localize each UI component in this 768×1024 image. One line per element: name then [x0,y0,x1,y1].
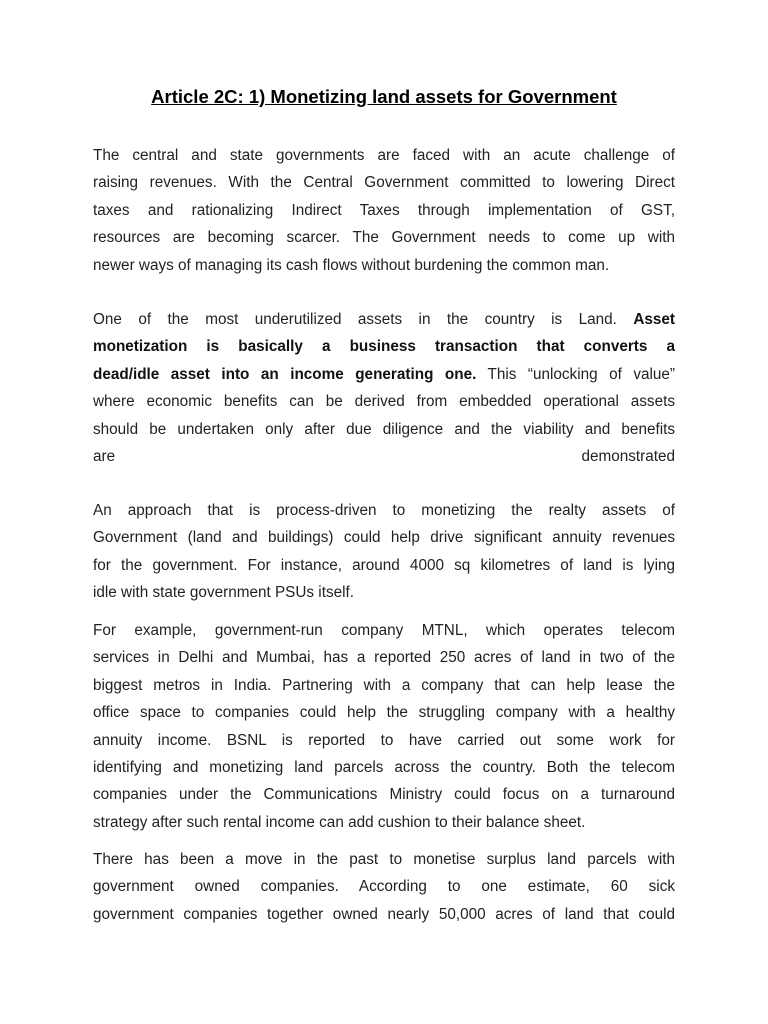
paragraph-line: An approach that is process-driven to monetizing the realty assets of [93,502,675,519]
plain-text: This “unlocking of value” [476,365,675,383]
paragraph-line: Government (land and buildings) could help drive significant annuity revenues [93,529,675,547]
paragraph-line: services in Delhi and Mumbai, has a reported 250 acres of land in two of the [93,649,675,667]
paragraph-5 [93,846,675,928]
paragraph-line: raising revenues. With the Central Government committed to lowering Direct [93,174,675,192]
paragraph-line [93,333,675,360]
paragraph-line: idle with state government PSUs itself. [93,584,355,602]
paragraph-line [93,361,675,388]
paragraph-line: office space to companies could help the struggling company with a healthy [93,704,675,722]
paragraph-1 [93,142,675,279]
paragraph-line: companies under the Communications Ministry could focus on a turnaround [93,786,675,804]
paragraph-line: identifying and monetizing land parcels across the country. Both the telecom [93,759,675,777]
paragraph-line: resources are becoming scarcer. The Government needs to come up with [93,229,675,247]
paragraph-line: government companies together owned nearly 50,000 acres of land that could [93,905,675,923]
paragraph-line: government owned companies. According to one estimate, 60 sick [93,878,675,896]
bold-text: monetization is basically a business transaction that converts a [93,338,675,356]
paragraph-line: strategy after such rental income can add cushion to their balance sheet. [93,813,586,831]
bold-text: Asset [633,311,675,328]
plain-text: One of the most underutilized assets in the country is Land. [93,311,634,328]
paragraph-line [93,306,675,333]
plain-text: are [93,448,116,466]
paragraph-line: biggest metros in India. Partnering with a company that can help lease the [93,676,675,694]
paragraph-line: taxes and rationalizing Indirect Taxes through implementation of GST, [93,201,675,219]
paragraph-line: should be undertaken only after due diligence and the viability and benefits [93,420,675,438]
paragraph-4 [93,617,675,836]
bold-text: dead/idle asset into an income generating one. [93,365,477,383]
paragraph-line [93,443,675,470]
plain-text: demonstrated [581,448,675,466]
paragraph-2 [93,306,675,470]
paragraph-line: annuity income. BSNL is reported to have carried out some work for [93,731,675,749]
paragraph-line: For example, government-run company MTNL, which operates telecom [93,622,675,639]
paragraph-line: There has been a move in the past to monetise surplus land parcels with [93,851,675,868]
paragraph-line: where economic benefits can be derived from embedded operational assets [93,393,675,411]
paragraph-line: for the government. For instance, around 4000 sq kilometres of land is lying [93,556,675,574]
paragraph-line: The central and state governments are faced with an acute challenge of [93,147,675,164]
paragraph-3 [93,497,675,607]
article-title: Article 2C: 1) Monetizing land assets for Government [151,86,617,107]
paragraph-line: newer ways of managing its cash flows without burdening the common man. [93,256,610,274]
